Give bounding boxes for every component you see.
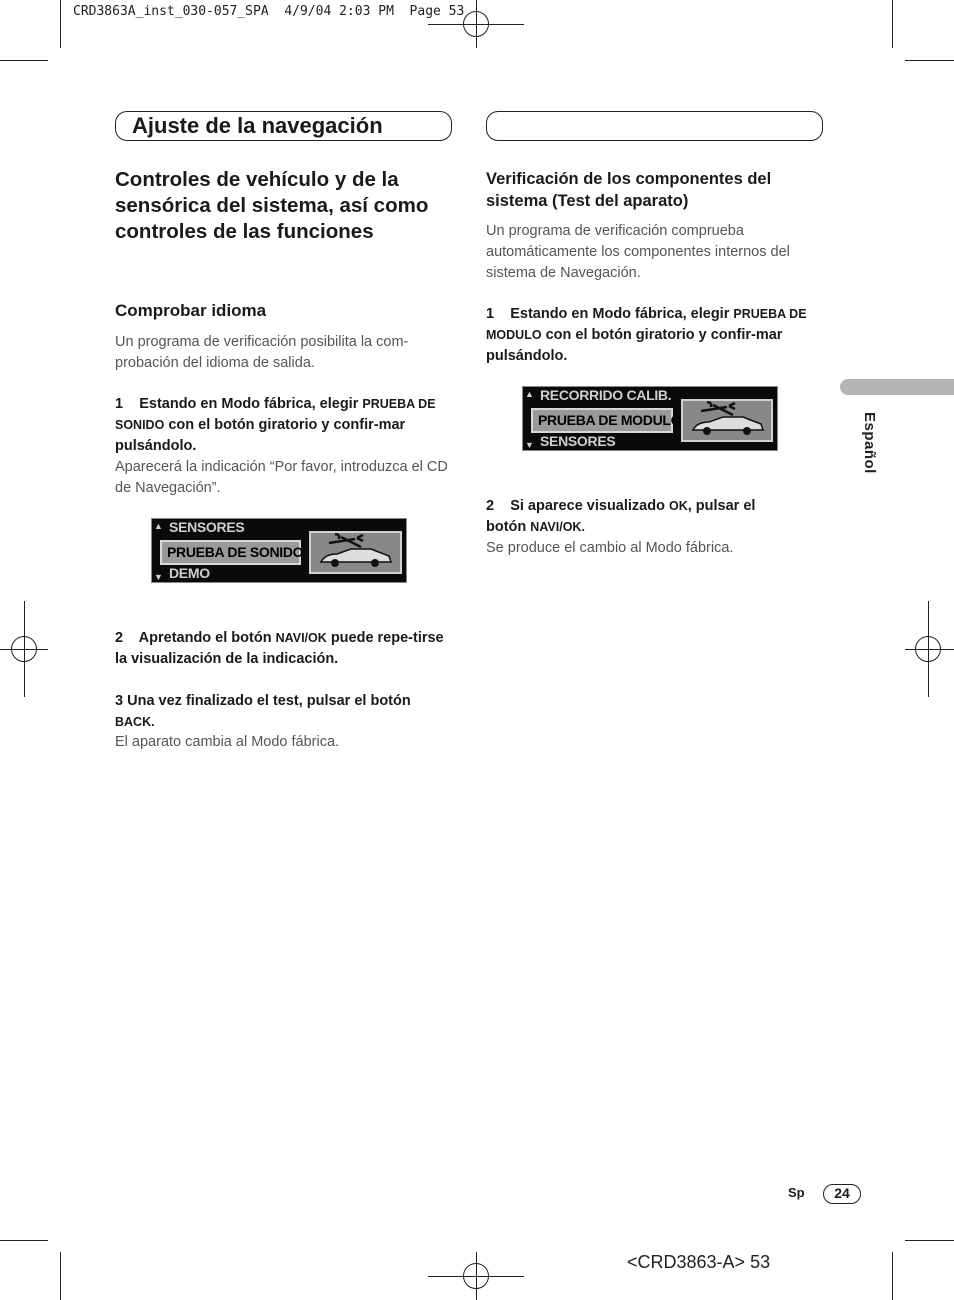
step-text: con el botón giratorio y confir-mar pulsándolo. [486, 327, 783, 364]
left-subheading: Comprobar idioma [115, 301, 267, 320]
car-wrench-icon [309, 531, 402, 574]
right-step-1 [486, 304, 816, 367]
step-text: Estando en Modo fábrica, elegir [510, 306, 730, 322]
button-key: NAVI/OK. [530, 520, 585, 534]
menu-item-key: PRUEBA DE MODULO [486, 307, 807, 342]
down-arrow-icon: ▼ [525, 440, 534, 450]
crop-mark [905, 1240, 954, 1241]
lcd-menu-item: SENSORES [169, 519, 245, 535]
step-text: Estando en Modo fábrica, elegir [139, 396, 359, 412]
section-header-box-empty [486, 111, 823, 141]
registration-mark [463, 1263, 489, 1289]
registration-mark [463, 11, 489, 37]
step-text: Una vez finalizado el test, pulsar el botón [127, 693, 411, 709]
left-step-1 [115, 394, 450, 457]
menu-item-key: PRUEBA DE SONIDO [115, 397, 436, 432]
lcd-menu-item: DEMO [169, 565, 210, 581]
crop-mark [892, 0, 893, 48]
lcd-menu-item: SENSORES [540, 433, 616, 449]
crop-mark [905, 60, 954, 61]
lcd-display [522, 386, 778, 451]
button-key: OK [668, 499, 688, 513]
lcd-selected-item: PRUEBA DE MODULO [531, 408, 673, 433]
car-wrench-icon [681, 399, 773, 442]
left-step-2 [115, 628, 450, 670]
section-header-box [115, 111, 452, 141]
step-text: puede repe-tirse la visualización de la indicación. [115, 630, 444, 667]
right-step-2 [486, 496, 786, 538]
left-intro: Un programa de verificación posibilita la com-probación del idioma de salida. [115, 334, 409, 371]
step-number: 1 [115, 396, 124, 412]
up-arrow-icon: ▲ [525, 389, 534, 399]
lcd-display [151, 518, 407, 583]
up-arrow-icon: ▲ [154, 521, 163, 531]
crop-mark [60, 0, 61, 48]
left-step-3 [115, 691, 450, 733]
document-reference: <CRD3863-A> 53 [627, 1252, 771, 1272]
crop-mark [892, 1252, 893, 1300]
print-metadata: CRD3863A_inst_030-057_SPA 4/9/04 2:03 PM Page 53 [73, 4, 465, 19]
lcd-menu-item: RECORRIDO CALIB. [540, 387, 672, 403]
section-title: Ajuste de la navegación [132, 113, 383, 138]
step-text: con el botón giratorio y confir-mar pulsándolo. [115, 417, 406, 454]
registration-mark [11, 636, 37, 662]
step-text: , pulsar el botón [486, 498, 756, 535]
step-number: 3 [115, 693, 124, 709]
step-text: Si aparece visualizado [510, 498, 665, 514]
lcd-selected-item: PRUEBA DE SONIDO [160, 540, 301, 565]
right-intro: Un programa de verificación comprueba automáticamente los componentes internos del sistema de Navegación. [486, 223, 790, 281]
language-tab [840, 379, 954, 395]
left-step-1-note: Aparecerá la indicación “Por favor, introduzca el CD de Navegación”. [115, 459, 448, 496]
crop-mark [0, 1240, 48, 1241]
crop-mark [0, 60, 48, 61]
left-heading: Controles de vehículo y de la sensórica del sistema, así como controles de las funciones [115, 168, 429, 243]
right-heading: Verificación de los componentes del sistema (Test del aparato) [486, 170, 772, 210]
button-key: BACK. [115, 715, 155, 729]
crop-mark [60, 1252, 61, 1300]
step-number: 1 [486, 306, 495, 322]
right-step-2-note: Se produce el cambio al Modo fábrica. [486, 540, 734, 556]
sp-label: Sp [788, 1185, 805, 1200]
language-label: Español [861, 412, 878, 474]
down-arrow-icon: ▼ [154, 572, 163, 582]
button-key: NAVI/OK [275, 631, 327, 645]
step-number: 2 [486, 498, 495, 514]
left-step-3-note: El aparato cambia al Modo fábrica. [115, 734, 340, 750]
step-number: 2 [115, 630, 124, 646]
step-text: Apretando el botón [138, 630, 272, 646]
page-number: 24 [823, 1184, 861, 1204]
registration-mark [915, 636, 941, 662]
